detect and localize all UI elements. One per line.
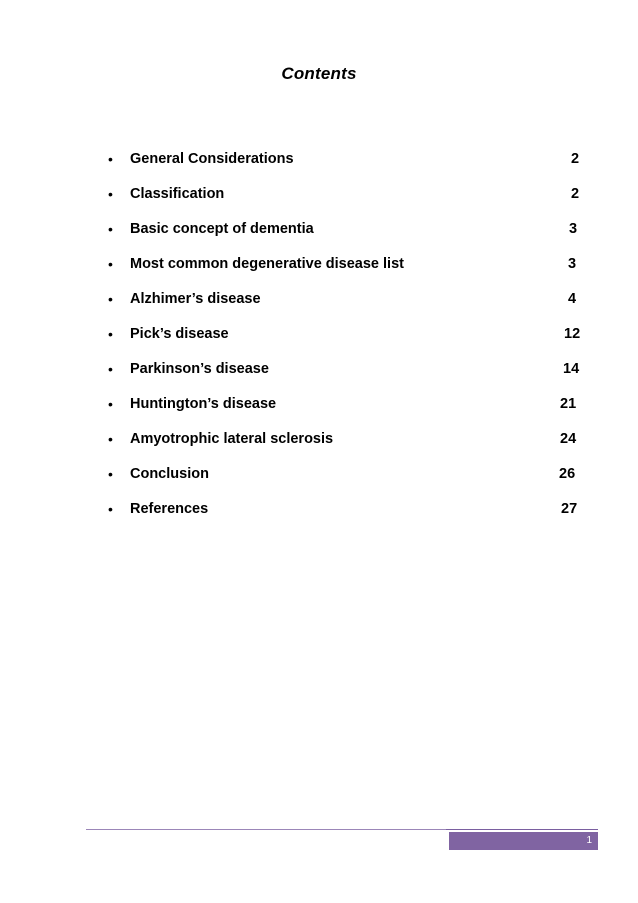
toc-item [108, 431, 588, 466]
bullet-icon: • [108, 151, 113, 167]
bullet-icon: • [108, 466, 113, 482]
toc-item-page: 2 [571, 186, 580, 202]
bullet-icon: • [108, 186, 113, 202]
toc-item-page: 14 [563, 361, 580, 377]
toc-item-page: 24 [560, 431, 577, 447]
toc-item [108, 256, 588, 291]
toc-item [108, 466, 588, 501]
page-number: 1 [586, 835, 592, 846]
toc-item-page: 21 [560, 396, 577, 412]
toc-item [108, 501, 588, 536]
page-number-box [446, 829, 598, 850]
toc-item [108, 291, 588, 326]
bullet-icon: • [108, 256, 113, 272]
toc-item-label: Most common degenerative disease list [130, 256, 404, 272]
toc-item-page: 4 [568, 291, 577, 307]
bullet-icon: • [108, 326, 113, 342]
toc-item-page: 3 [568, 256, 577, 272]
page-number-fill [449, 832, 598, 850]
toc-item-page: 12 [564, 326, 581, 342]
page-title: Contents [281, 64, 357, 83]
toc-item [108, 396, 588, 431]
toc-item-label: Amyotrophic lateral sclerosis [130, 431, 334, 447]
toc-item-label: Classification [130, 186, 225, 202]
toc-item-page: 2 [571, 151, 580, 167]
bullet-icon: • [108, 431, 113, 447]
bullet-icon: • [108, 221, 113, 237]
toc-item-label: References [130, 501, 209, 517]
toc-item-page: 26 [559, 466, 576, 482]
toc-item-label: Huntington’s disease [130, 396, 277, 412]
toc-item-label: Basic concept of dementia [130, 221, 314, 237]
toc-list [108, 151, 588, 536]
toc-item-label: Pick’s disease [130, 326, 229, 342]
bullet-icon: • [108, 291, 113, 307]
bullet-icon: • [108, 501, 113, 517]
toc-item [108, 361, 588, 396]
toc-item-page: 27 [561, 501, 578, 517]
bullet-icon: • [108, 396, 113, 412]
bullet-icon: • [108, 361, 113, 377]
toc-item-label: General Considerations [130, 151, 294, 167]
toc-item [108, 221, 588, 256]
toc-item-label: Alzhimer’s disease [130, 291, 261, 307]
toc-item-label: Parkinson’s disease [130, 361, 269, 377]
toc-item-label: Conclusion [130, 466, 209, 482]
toc-item [108, 186, 588, 221]
toc-item [108, 326, 588, 361]
toc-item-page: 3 [569, 221, 578, 237]
toc-item [108, 151, 588, 186]
